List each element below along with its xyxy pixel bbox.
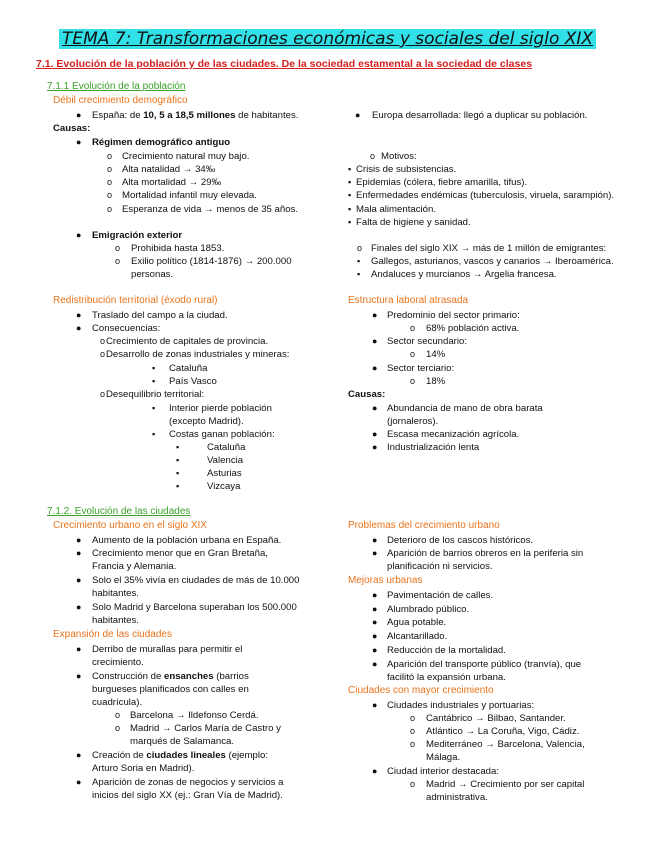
bullet-icon: ●: [372, 442, 378, 452]
page-title: TEMA 7: Transformaciones económicas y sociales del siglo XIX: [0, 28, 655, 50]
list-item: País Vasco: [169, 376, 217, 387]
list-item-cont: (excepto Madrid).: [169, 416, 244, 427]
section-heading: 7.1. Evolución de la población y de las ciudades. De la sociedad estamental a la sociedad de clases: [36, 58, 533, 70]
list-item: Atlántico → La Coruña, Vigo, Cádiz.: [426, 726, 580, 737]
list-item-cont: marqués de Salamanca.: [130, 736, 234, 747]
circle-bullet-icon: o: [115, 723, 121, 733]
square-bullet-icon: ▪: [176, 455, 180, 465]
square-bullet-icon: ▪: [152, 429, 156, 439]
list-item: Derribo de murallas para permitir el: [92, 644, 243, 655]
circle-bullet-icon: o: [410, 376, 416, 386]
list-item: 68% población activa.: [426, 323, 520, 334]
list-item: Aparición del transporte público (tranvía), que: [387, 659, 582, 670]
list-item: Madrid → Crecimiento por ser capital: [426, 779, 585, 790]
bullet-icon: ●: [372, 631, 378, 641]
list-item-cont: (jornaleros).: [387, 416, 439, 427]
heading-expansion: Expansión de las ciudades: [53, 629, 172, 640]
square-bullet-icon: ▪: [348, 177, 352, 187]
list-item-cont: inicios del siglo XX (ej.: Gran Vía de Madrid).: [92, 790, 283, 801]
list-item-cont: facilitó la expansión urbana.: [387, 672, 506, 683]
heading-estructura: Estructura laboral atrasada: [348, 295, 469, 306]
square-bullet-icon: ▪: [357, 256, 361, 266]
list-item: Ciudades industriales y portuarias:: [387, 700, 535, 711]
causas-label: Causas:: [53, 123, 91, 134]
subsection-heading-poblacion: 7.1.1 Evolución de la población: [47, 81, 186, 92]
list-item: Traslado del campo a la ciudad.: [92, 310, 228, 321]
list-item: Andaluces y murcianos → Argelia francesa.: [371, 269, 557, 280]
heading-debil-crecimiento: Débil crecimiento demográfico: [53, 95, 188, 106]
list-item: Cataluña: [169, 363, 208, 374]
list-item-cont: cuadrícula).: [92, 697, 143, 708]
list-item-cont: planificación ni servicios.: [387, 561, 493, 572]
bullet-icon: ●: [372, 403, 378, 413]
motivos-label: Motivos:: [381, 151, 417, 162]
list-item: Construcción de ensanches (barrios: [92, 671, 249, 682]
square-bullet-icon: ▪: [348, 204, 352, 214]
square-bullet-icon: ▪: [348, 164, 352, 174]
list-item: Epidemias (cólera, fiebre amarilla, tifus).: [356, 177, 528, 188]
bullet-icon: ●: [76, 671, 82, 681]
regimen-heading: Régimen demográfico antiguo: [92, 137, 231, 148]
circle-bullet-icon: o: [100, 349, 106, 359]
list-item: Sector terciario:: [387, 363, 455, 374]
list-item: Crecimiento menor que en Gran Bretaña,: [92, 548, 268, 559]
list-item: Alumbrado público.: [387, 604, 470, 615]
circle-bullet-icon: o: [107, 190, 113, 200]
list-item: Alta natalidad → 34‰: [122, 164, 216, 175]
bullet-icon: ●: [76, 110, 82, 120]
list-item: Cataluña: [207, 442, 246, 453]
list-item: Agua potable.: [387, 617, 447, 628]
list-item: Predominio del sector primario:: [387, 310, 520, 321]
list-item-cont: burgueses planificados con calles en: [92, 684, 249, 695]
heading-ciudades-crecimiento: Ciudades con mayor crecimiento: [348, 685, 494, 696]
list-item: Asturias: [207, 468, 242, 479]
square-bullet-icon: ▪: [176, 442, 180, 452]
square-bullet-icon: ▪: [348, 190, 352, 200]
circle-bullet-icon: o: [100, 336, 106, 346]
bullet-icon: ●: [76, 137, 82, 147]
square-bullet-icon: ▪: [348, 217, 352, 227]
list-item-cont: personas.: [131, 269, 174, 280]
bullet-icon: ●: [76, 777, 82, 787]
bullet-icon: ●: [372, 659, 378, 669]
list-item: Desarrollo de zonas industriales y mineras:: [106, 349, 290, 360]
bullet-icon: ●: [372, 363, 378, 373]
square-bullet-icon: ▪: [176, 481, 180, 491]
circle-bullet-icon: o: [107, 151, 113, 161]
list-item: Mortalidad infantil muy elevada.: [122, 190, 257, 201]
square-bullet-icon: ▪: [176, 468, 180, 478]
list-item: Crecimiento de capitales de provincia.: [106, 336, 269, 347]
list-item-cont: Arturo Soria en Madrid).: [92, 763, 195, 774]
circle-bullet-icon: o: [410, 726, 416, 736]
bullet-icon: ●: [76, 750, 82, 760]
bullet-icon: ●: [355, 110, 361, 120]
list-item: Crecimiento natural muy bajo.: [122, 151, 250, 162]
list-item-cont: Málaga.: [426, 752, 461, 763]
bullet-icon: ●: [372, 700, 378, 710]
list-item: Vizcaya: [207, 481, 241, 492]
list-item: Aparición de barrios obreros en la periferia sin: [387, 548, 584, 559]
heading-problemas: Problemas del crecimiento urbano: [348, 520, 500, 531]
list-item: Crisis de subsistencias.: [356, 164, 457, 175]
bullet-icon: ●: [372, 429, 378, 439]
circle-bullet-icon: o: [357, 243, 363, 253]
bullet-icon: ●: [372, 766, 378, 776]
list-item: Valencia: [207, 455, 244, 466]
list-item: Interior pierde población: [169, 403, 272, 414]
list-item: Gallegos, asturianos, vascos y canarios → Iberoamérica.: [371, 256, 614, 267]
finales-intro: Finales del siglo XIX → más de 1 millón de emigrantes:: [371, 243, 607, 254]
emigracion-heading: Emigración exterior: [92, 230, 183, 241]
list-item: Cantábrico → Bilbao, Santander.: [426, 713, 566, 724]
list-item-cont: Francia y Alemania.: [92, 561, 177, 572]
list-item: Mediterráneo → Barcelona, Valencia,: [426, 739, 585, 750]
circle-bullet-icon: o: [100, 389, 106, 399]
circle-bullet-icon: o: [410, 323, 416, 333]
bullet-icon: ●: [76, 548, 82, 558]
bullet-icon: ●: [372, 336, 378, 346]
bullet-icon: ●: [372, 535, 378, 545]
square-bullet-icon: ▪: [152, 403, 156, 413]
square-bullet-icon: ▪: [152, 363, 156, 373]
list-item: Mala alimentación.: [356, 204, 436, 215]
list-item: Desequilibrio territorial:: [106, 389, 205, 400]
square-bullet-icon: ▪: [357, 269, 361, 279]
bullet-icon: ●: [372, 310, 378, 320]
list-item: Barcelona → Ildefonso Cerdá.: [130, 710, 259, 721]
list-item: Prohibida hasta 1853.: [131, 243, 225, 254]
list-item: Abundancia de mano de obra barata: [387, 403, 543, 414]
list-item: Reducción de la mortalidad.: [387, 645, 506, 656]
list-item: Industrialización lenta: [387, 442, 480, 453]
heading-mejoras: Mejoras urbanas: [348, 575, 423, 586]
list-item-cont: habitantes.: [92, 615, 139, 626]
list-item-cont: administrativa.: [426, 792, 488, 803]
bullet-icon: ●: [76, 575, 82, 585]
list-item: Aumento de la población urbana en España.: [92, 535, 282, 546]
bullet-icon: ●: [76, 310, 82, 320]
list-item-cont: habitantes.: [92, 588, 139, 599]
list-item: 14%: [426, 349, 446, 360]
circle-bullet-icon: o: [410, 349, 416, 359]
bullet-icon: ●: [372, 604, 378, 614]
list-item: Alcantarillado.: [387, 631, 448, 642]
circle-bullet-icon: o: [115, 243, 121, 253]
list-item: Escasa mecanización agrícola.: [387, 429, 520, 440]
circle-bullet-icon: o: [410, 713, 416, 723]
list-item: Creación de ciudades lineales (ejemplo:: [92, 750, 268, 761]
heading-redistribucion: Redistribución territorial (éxodo rural): [53, 295, 218, 306]
list-item: Falta de higiene y sanidad.: [356, 217, 471, 228]
list-item: Costas ganan población:: [169, 429, 275, 440]
list-item: Esperanza de vida → menos de 35 años.: [122, 204, 298, 215]
europa-item: Europa desarrollada: llegó a duplicar su población.: [372, 110, 588, 121]
square-bullet-icon: ▪: [152, 376, 156, 386]
list-item: Alta mortalidad → 29‰: [122, 177, 222, 188]
list-item: Aparición de zonas de negocios y servicios a: [92, 777, 284, 788]
list-item: 18%: [426, 376, 446, 387]
circle-bullet-icon: o: [107, 177, 113, 187]
bullet-icon: ●: [372, 617, 378, 627]
bullet-icon: ●: [76, 644, 82, 654]
heading-crecimiento-urbano: Crecimiento urbano en el siglo XIX: [53, 520, 207, 531]
list-item: Pavimentación de calles.: [387, 590, 494, 601]
circle-bullet-icon: o: [107, 164, 113, 174]
list-item: Solo Madrid y Barcelona superaban los 500.000: [92, 602, 297, 613]
list-item: España: de 10, 5 a 18,5 millones de habitantes.: [92, 110, 299, 121]
bullet-icon: ●: [76, 323, 82, 333]
list-item: Sector secundario:: [387, 336, 467, 347]
bullet-icon: ●: [76, 230, 82, 240]
list-item: Solo el 35% vivía en ciudades de más de 10.000: [92, 575, 300, 586]
circle-bullet-icon: o: [107, 204, 113, 214]
causas-label: Causas:: [348, 389, 386, 400]
list-item: Exilio político (1814-1876) → 200.000: [131, 256, 292, 267]
circle-bullet-icon: o: [410, 739, 416, 749]
circle-bullet-icon: o: [115, 710, 121, 720]
subsection-heading-ciudades: 7.1.2. Evolución de las ciudades: [47, 506, 191, 517]
bullet-icon: ●: [76, 602, 82, 612]
bullet-icon: ●: [76, 535, 82, 545]
list-item: Ciudad interior destacada:: [387, 766, 499, 777]
circle-bullet-icon: o: [410, 779, 416, 789]
list-item-cont: crecimiento.: [92, 657, 144, 668]
bullet-icon: ●: [372, 645, 378, 655]
circle-bullet-icon: o: [370, 151, 376, 161]
bullet-icon: ●: [372, 548, 378, 558]
bullet-icon: ●: [372, 590, 378, 600]
list-item: Consecuencias:: [92, 323, 161, 334]
list-item: Deterioro de los cascos históricos.: [387, 535, 534, 546]
circle-bullet-icon: o: [115, 256, 121, 266]
list-item: Madrid → Carlos María de Castro y: [130, 723, 281, 734]
list-item: Enfermedades endémicas (tuberculosis, viruela, sarampión).: [356, 190, 615, 201]
